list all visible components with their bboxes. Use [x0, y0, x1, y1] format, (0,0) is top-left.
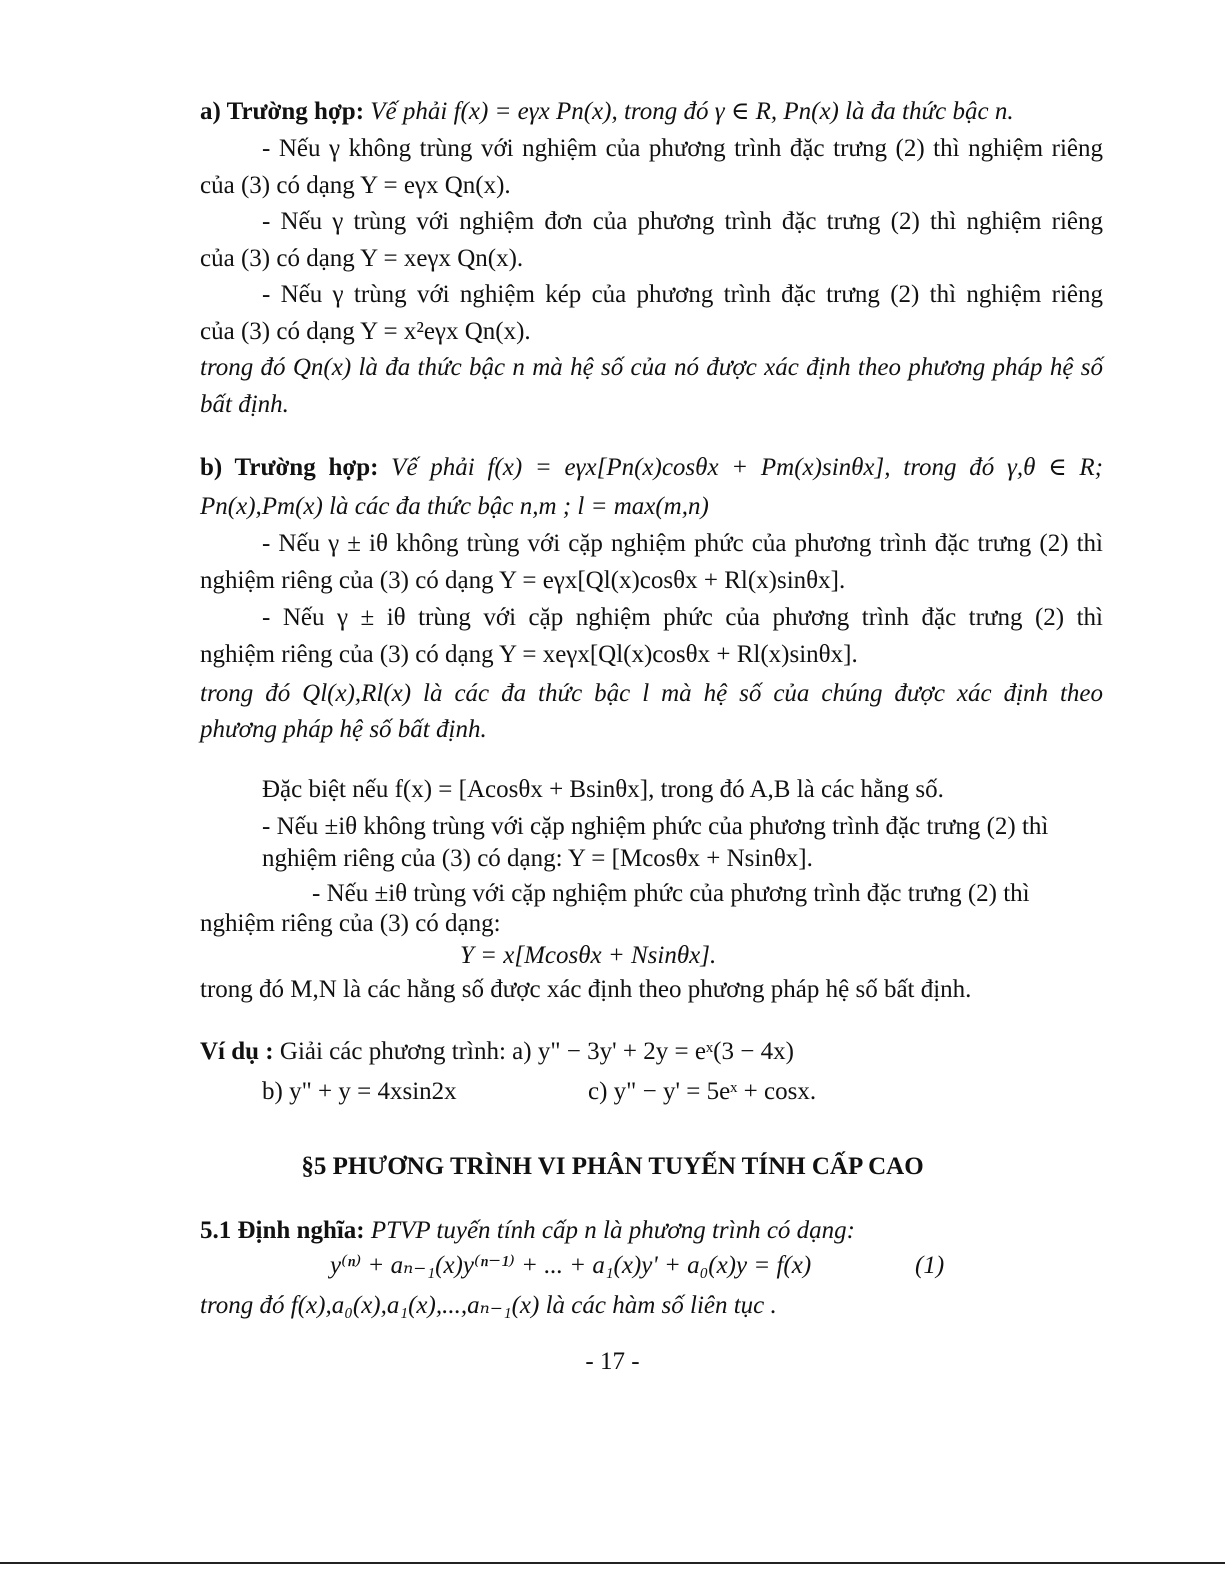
- example-c: c) y" − y' = 5eˣ + cosx.: [588, 1078, 817, 1105]
- example-intro: Giải các phương trình: a) y" − 3y' + 2y = eˣ(3 − 4x): [279, 1038, 794, 1065]
- special-l7: trong đó M,N là các hằng số được xác định theo phương pháp hệ số bất định.: [200, 976, 972, 1003]
- sec-b-case2-l1: - Nếu γ ± iθ trùng với cặp nghiệm phức của phương trình đặc trưng (2) thì: [262, 604, 1103, 631]
- special-l6: Y = x[Mcosθx + Nsinθx].: [460, 942, 717, 969]
- example-label: Ví dụ :: [200, 1038, 274, 1065]
- sec-a-note-l1: trong đó Qn(x) là đa thức bậc n mà hệ số của nó được xác định theo phương pháp hệ số: [200, 354, 1103, 381]
- special-l3: nghiệm riêng của (3) có dạng: Y = [Mcosθx + Nsinθx].: [262, 845, 813, 872]
- definition-equation: y⁽ⁿ⁾ + aₙ₋₁(x)y⁽ⁿ⁻¹⁾ + ... + a₁(x)y' + a₀(x)y = f(x): [330, 1252, 812, 1279]
- sec-a-heading-label: a) Trường hợp:: [200, 98, 365, 125]
- section-title: §5 PHƯƠNG TRÌNH VI PHÂN TUYẾN TÍNH CẤP CAO: [301, 1153, 924, 1180]
- sec-b-heading-l2: Pn(x),Pm(x) là các đa thức bậc n,m ; l = max(m,n): [200, 493, 709, 520]
- definition-where: trong đó f(x),a₀(x),a₁(x),...,aₙ₋₁(x) là các hàm số liên tục .: [200, 1292, 777, 1319]
- sec-b-heading: [200, 452, 1103, 484]
- sec-b-case2-l2: nghiệm riêng của (3) có dạng Y = xeγx[Ql(x)cosθx + Rl(x)sinθx].: [200, 641, 858, 668]
- special-l4: - Nếu ±iθ trùng với cặp nghiệm phức của phương trình đặc trưng (2) thì: [312, 880, 1030, 907]
- sec-a-case1-l2: của (3) có dạng Y = eγx Qn(x).: [200, 172, 511, 199]
- bottom-rule: [0, 1562, 1225, 1564]
- special-l2: - Nếu ±iθ không trùng với cặp nghiệm phức của phương trình đặc trưng (2) thì: [262, 813, 1049, 840]
- sec-b-case1-l1: - Nếu γ ± iθ không trùng với cặp nghiệm phức của phương trình đặc trưng (2) thì: [262, 530, 1103, 557]
- sec-b-note-l1: trong đó Ql(x),Rl(x) là các đa thức bậc l mà hệ số của chúng được xác định theo: [200, 680, 1103, 707]
- sec-a-case1-l1: - Nếu γ không trùng với nghiệm của phương trình đặc trưng (2) thì nghiệm riêng: [262, 135, 1103, 162]
- sec-a-heading-formula: f(x) = eγx Pn(x), trong đó γ ∈ R, Pn(x) là đa thức bậc n.: [453, 98, 1014, 125]
- sec-b-note-l2: phương pháp hệ số bất định.: [200, 716, 487, 743]
- sec-a-case3-l2: của (3) có dạng Y = x²eγx Qn(x).: [200, 318, 531, 345]
- special-l5: nghiệm riêng của (3) có dạng:: [200, 910, 501, 937]
- equation-number: (1): [915, 1252, 945, 1279]
- example-line1: [200, 1036, 794, 1068]
- sec-a-case2-l1: - Nếu γ trùng với nghiệm đơn của phương trình đặc trưng (2) thì nghiệm riêng: [262, 208, 1103, 235]
- page-number: - 17 -: [585, 1348, 640, 1375]
- definition-label: 5.1 Định nghĩa:: [200, 1217, 365, 1244]
- sec-b-case1-l2: nghiệm riêng của (3) có dạng Y = eγx[Ql(x)cosθx + Rl(x)sinθx].: [200, 567, 846, 594]
- sec-b-heading-formula: Vế phải f(x) = eγx[Pn(x)cosθx + Pm(x)sinθx], trong đó γ,θ ∈ R;: [391, 454, 1103, 481]
- sec-a-case3-l1: - Nếu γ trùng với nghiệm kép của phương trình đặc trưng (2) thì nghiệm riêng: [262, 281, 1103, 308]
- special-l1: Đặc biệt nếu f(x) = [Acosθx + Bsinθx], trong đó A,B là các hằng số.: [262, 776, 944, 803]
- sec-a-case2-l2: của (3) có dạng Y = xeγx Qn(x).: [200, 245, 524, 272]
- sec-a-heading: [200, 96, 1014, 128]
- definition-text: PTVP tuyến tính cấp n là phương trình có dạng:: [370, 1217, 855, 1244]
- example-b: b) y" + y = 4xsin2x: [262, 1078, 457, 1105]
- definition-heading: [200, 1215, 855, 1247]
- sec-a-note-l2: bất định.: [200, 391, 289, 418]
- sec-b-heading-label: b) Trường hợp:: [200, 454, 379, 481]
- sec-a-heading-vephai: Vế phải: [370, 98, 448, 125]
